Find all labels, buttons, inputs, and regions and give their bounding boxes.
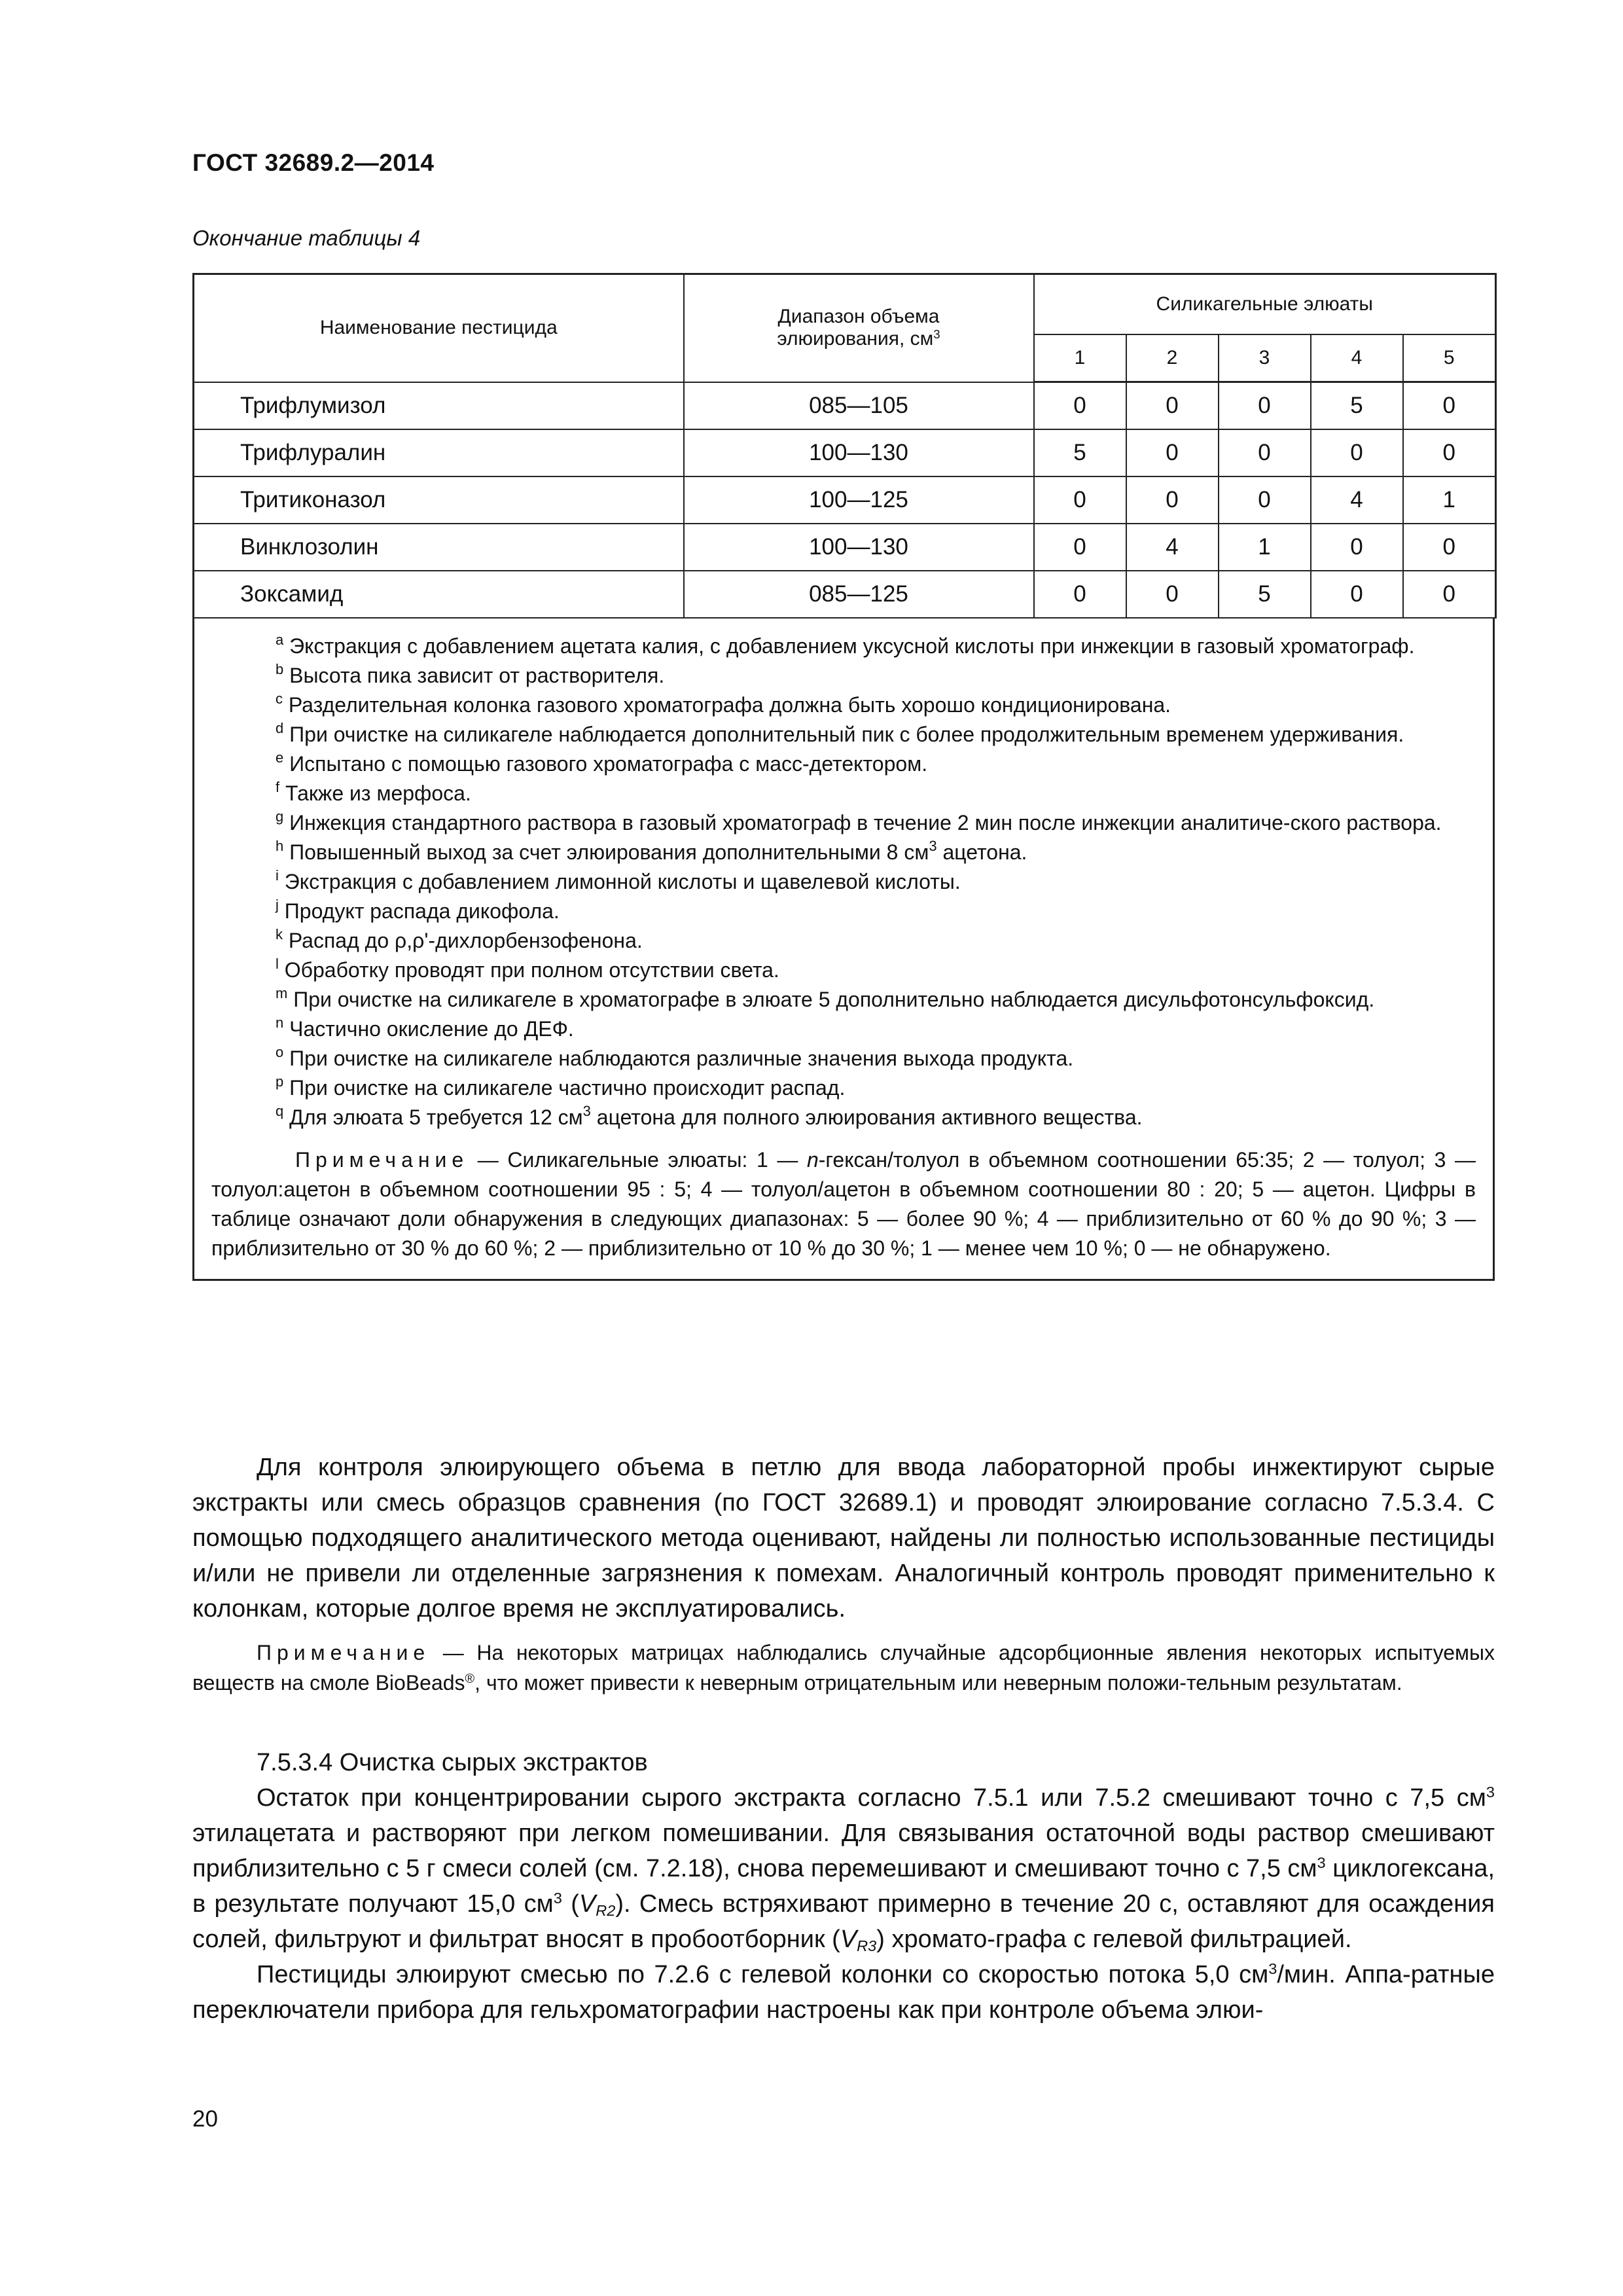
superscript: 3 — [1317, 1854, 1326, 1872]
footnote-marker: l — [276, 956, 279, 972]
pesticide-table-block — [192, 273, 1495, 1281]
section-title: 7.5.3.4 Очистка сырых экстрактов — [257, 1749, 648, 1776]
pesticide-table — [192, 273, 1497, 619]
footnote-b — [211, 661, 1476, 691]
eluate-value: 0 — [1311, 429, 1403, 476]
footnote-h — [211, 838, 1476, 867]
paragraph-text: циклогексана, в результате получают 15,0 см — [192, 1855, 1495, 1918]
footnote-p — [211, 1073, 1476, 1103]
variable-v: V — [840, 1926, 857, 1953]
footnote-marker: c — [276, 691, 283, 707]
eluate-value: 4 — [1126, 524, 1219, 571]
table-note-label: Примечание — [295, 1148, 469, 1172]
header-eluate-5: 5 — [1403, 334, 1496, 382]
paragraph-text: этилацетата и растворяют при легком помешивании. Для связывания остаточной воды раствор смешивают приблизительно с 5 г смеси солей (см. 7.2.18), снова перемешивают и смешивают точно с 7,5 см — [192, 1820, 1495, 1882]
table-note — [211, 1145, 1476, 1263]
footnote-f — [211, 779, 1476, 808]
footnote-g — [211, 808, 1476, 838]
footnote-sup: 3 — [929, 838, 937, 854]
section-7-5-3-4 — [192, 1745, 1495, 2028]
footnote-text: Экстракция с добавлением ацетата калия, с добавлением уксусной кислоты при инжекции в газовый хроматограф. — [289, 634, 1415, 658]
eluate-value: 1 — [1219, 524, 1311, 571]
table-note-text-2: -гексан/толуол в объемном соотношении 65:35; 2 — толуол; 3 — толуол:ацетон в объемном соотношении 95 : 5; 4 — толуол/ацетон в объемном соотношении 80 : 20; 5 — ацетон. Цифры в таблице означают доли обнаружения в следующих диапазонах: 5 — более 90 %; 4 — приблизительно от 60 % до 90 %; 3 — приблизительно от 30 % до 60 %; 2 — приблизительно от 10 % до 30 %; 1 — менее чем 10 %; 0 — не обнаружено. — [211, 1148, 1476, 1260]
footnote-n — [211, 1014, 1476, 1044]
paragraph-text: Для контроля элюирующего объема в петлю для ввода лабораторной пробы инжектируют сырые экстракты или смесь образцов сравнения (по ГОСТ 32689.1) и проводят элюирование согласно 7.5.3.4. С помощью подходящего аналитического метода оценивают, найдены ли полностью использованные пестициды и/или не привели ли отделенные загрязнения к помехам. Аналогичный контроль проводят применительно к колонкам, которые долгое время не эксплуатировались. — [192, 1454, 1495, 1623]
footnote-text: При очистке на силикагеле в хроматографе в элюате 5 дополнительно наблюдается дисульфотонсульфоксид. — [293, 988, 1375, 1011]
footnote-marker: p — [276, 1073, 284, 1090]
table-row — [194, 571, 1496, 618]
paragraph-text: Остаток при концентрировании сырого экстракта согласно 7.5.1 или 7.5.2 смешивают точно с 7,5 см — [257, 1784, 1486, 1812]
eluate-value: 0 — [1034, 571, 1126, 618]
eluate-value: 0 — [1126, 382, 1219, 430]
elution-range: 100—130 — [684, 429, 1034, 476]
superscript: 3 — [1486, 1784, 1495, 1801]
eluate-value: 0 — [1219, 382, 1311, 430]
paragraph-pesticide-elution — [192, 1957, 1495, 2028]
footnote-o — [211, 1044, 1476, 1073]
header-eluate-2: 2 — [1126, 334, 1219, 382]
paragraph-text: Пестициды элюируют смесью по 7.2.6 с гелевой колонки со скоростью потока 5,0 см — [257, 1961, 1269, 1988]
footnote-c — [211, 691, 1476, 720]
variable-v: V — [579, 1890, 596, 1918]
footnote-sup: 3 — [582, 1103, 591, 1119]
footnote-text-end: ацетона для полного элюирования активного вещества. — [590, 1105, 1143, 1129]
subscript: R3 — [857, 1937, 877, 1954]
footnote-text-end: ацетона. — [936, 840, 1027, 864]
footnote-marker: e — [276, 749, 284, 766]
footnote-j — [211, 897, 1476, 926]
footnote-marker: q — [276, 1103, 284, 1119]
header-elution-range-sup: 3 — [933, 327, 940, 342]
footnote-text: Обработку проводят при полном отсутствии света. — [284, 958, 779, 982]
footnote-text: При очистке на силикагеле наблюдается дополнительный пик с более продолжительным временем удерживания. — [289, 723, 1404, 746]
footnote-marker: h — [276, 838, 284, 854]
eluate-value: 1 — [1403, 476, 1496, 524]
paragraph-text: /мин. Аппа-ратные переключатели прибора для гельхроматографии настроены как при контроле объема элюи- — [192, 1961, 1495, 2024]
footnote-marker: i — [276, 867, 279, 884]
registered-mark: ® — [465, 1672, 475, 1687]
pesticide-name: Тритиконазол — [194, 476, 684, 524]
paragraph-text: ( — [562, 1890, 579, 1918]
footnote-text: Также из мерфоса. — [285, 781, 471, 805]
subscript: R2 — [596, 1901, 616, 1919]
footnote-marker: f — [276, 779, 280, 795]
paragraph-crude-extract — [192, 1780, 1495, 1957]
eluate-value: 0 — [1403, 429, 1496, 476]
eluate-value: 0 — [1403, 382, 1496, 430]
header-elution-range-line1: Диапазон объема — [777, 306, 940, 328]
footnote-marker: o — [276, 1044, 284, 1060]
footnote-text: При очистке на силикагеле наблюдаются различные значения выхода продукта. — [289, 1047, 1074, 1070]
paragraph-text: ). Смесь встряхивают примерно в течение 20 с, оставляют для осаждения солей, фильтруют и фильтрат вносят в пробоотборник ( — [192, 1890, 1495, 1953]
eluate-value: 0 — [1034, 476, 1126, 524]
eluate-value: 0 — [1311, 571, 1403, 618]
footnote-text: Для элюата 5 требуется 12 см — [289, 1105, 583, 1129]
body-note-text-end: , что может привести к неверным отрицательным или неверным положи-тельным результатам. — [474, 1671, 1402, 1695]
footnote-marker: n — [276, 1014, 284, 1031]
header-elution-range — [684, 274, 1034, 382]
footnote-q — [211, 1103, 1476, 1132]
eluate-value: 0 — [1219, 429, 1311, 476]
header-silica-eluates: Силикагельные элюаты — [1034, 274, 1496, 335]
footnote-text: Экстракция с добавлением лимонной кислоты и щавелевой кислоты. — [284, 870, 961, 893]
eluate-value: 5 — [1311, 382, 1403, 430]
footnote-text: Инжекция стандартного раствора в газовый хроматограф в течение 2 мин после инжекции аналитиче-ского раствора. — [289, 811, 1442, 834]
footnote-marker: b — [276, 661, 284, 677]
pesticide-name: Зоксамид — [194, 571, 684, 618]
eluate-value: 0 — [1034, 524, 1126, 571]
paragraph-elution-control — [192, 1450, 1495, 1626]
eluate-value: 0 — [1126, 429, 1219, 476]
eluate-value: 4 — [1311, 476, 1403, 524]
table-row — [194, 524, 1496, 571]
table-note-italic: n — [806, 1148, 819, 1172]
superscript: 3 — [1268, 1960, 1277, 1978]
footnote-l — [211, 956, 1476, 985]
footnote-marker: j — [276, 897, 279, 913]
page-number: 20 — [192, 2106, 218, 2132]
footnote-text: Разделительная колонка газового хроматографа должна быть хорошо кондиционирована. — [288, 693, 1171, 717]
footnote-marker: g — [276, 808, 284, 825]
footnote-e — [211, 749, 1476, 779]
eluate-value: 0 — [1034, 382, 1126, 430]
pesticide-name: Трифлуралин — [194, 429, 684, 476]
table-footnotes — [192, 619, 1495, 1281]
elution-range: 100—130 — [684, 524, 1034, 571]
body-note-text: — На некоторых матрицах наблюдались случайные адсорбционные явления некоторых испытуемых веществ на смоле BioBeads — [192, 1641, 1495, 1695]
eluate-value: 0 — [1403, 571, 1496, 618]
header-pesticide-name: Наименование пестицида — [194, 274, 684, 382]
footnote-text: Распад до ρ,ρ'-дихлорбензофенона. — [288, 929, 643, 952]
elution-range: 100—125 — [684, 476, 1034, 524]
footnote-marker: k — [276, 926, 283, 942]
paragraph-text: ) хромато-графа с гелевой фильтрацией. — [876, 1926, 1352, 1953]
header-eluate-1: 1 — [1034, 334, 1126, 382]
footnote-m — [211, 985, 1476, 1014]
table-row — [194, 476, 1496, 524]
eluate-value: 0 — [1126, 476, 1219, 524]
superscript: 3 — [553, 1890, 562, 1907]
table-caption: Окончание таблицы 4 — [192, 226, 421, 250]
eluate-value: 5 — [1219, 571, 1311, 618]
header-elution-range-line2: элюирования, см — [777, 328, 934, 350]
footnote-text: Повышенный выход за счет элюирования дополнительными 8 см — [289, 840, 929, 864]
table-row — [194, 382, 1496, 430]
footnote-text: Испытано с помощью газового хроматографа с масс-детектором. — [289, 752, 928, 776]
elution-range: 085—105 — [684, 382, 1034, 430]
eluate-value: 0 — [1311, 524, 1403, 571]
footnote-text: Продукт распада дикофола. — [284, 899, 560, 923]
header-eluate-4: 4 — [1311, 334, 1403, 382]
document-code: ГОСТ 32689.2—2014 — [192, 149, 435, 176]
body-note — [192, 1638, 1495, 1698]
footnote-a — [211, 632, 1476, 661]
footnote-marker: d — [276, 720, 284, 736]
pesticide-name: Винклозолин — [194, 524, 684, 571]
footnote-d — [211, 720, 1476, 749]
footnote-marker: a — [276, 632, 284, 648]
elution-range: 085—125 — [684, 571, 1034, 618]
table-row — [194, 429, 1496, 476]
eluate-value: 0 — [1403, 524, 1496, 571]
eluate-value: 0 — [1126, 571, 1219, 618]
eluate-value: 0 — [1219, 476, 1311, 524]
header-eluate-3: 3 — [1219, 334, 1311, 382]
footnote-marker: m — [276, 985, 288, 1001]
pesticide-name: Трифлумизол — [194, 382, 684, 430]
table-note-text: — Силикагельные элюаты: 1 — — [469, 1148, 807, 1172]
footnote-text: Высота пика зависит от растворителя. — [289, 664, 665, 687]
footnote-k — [211, 926, 1476, 956]
eluate-value: 5 — [1034, 429, 1126, 476]
body-note-label: Примечание — [257, 1641, 431, 1664]
footnote-text: При очистке на силикагеле частично происходит распад. — [289, 1076, 846, 1100]
footnote-i — [211, 867, 1476, 897]
footnote-text: Частично окисление до ДЕФ. — [289, 1017, 574, 1041]
